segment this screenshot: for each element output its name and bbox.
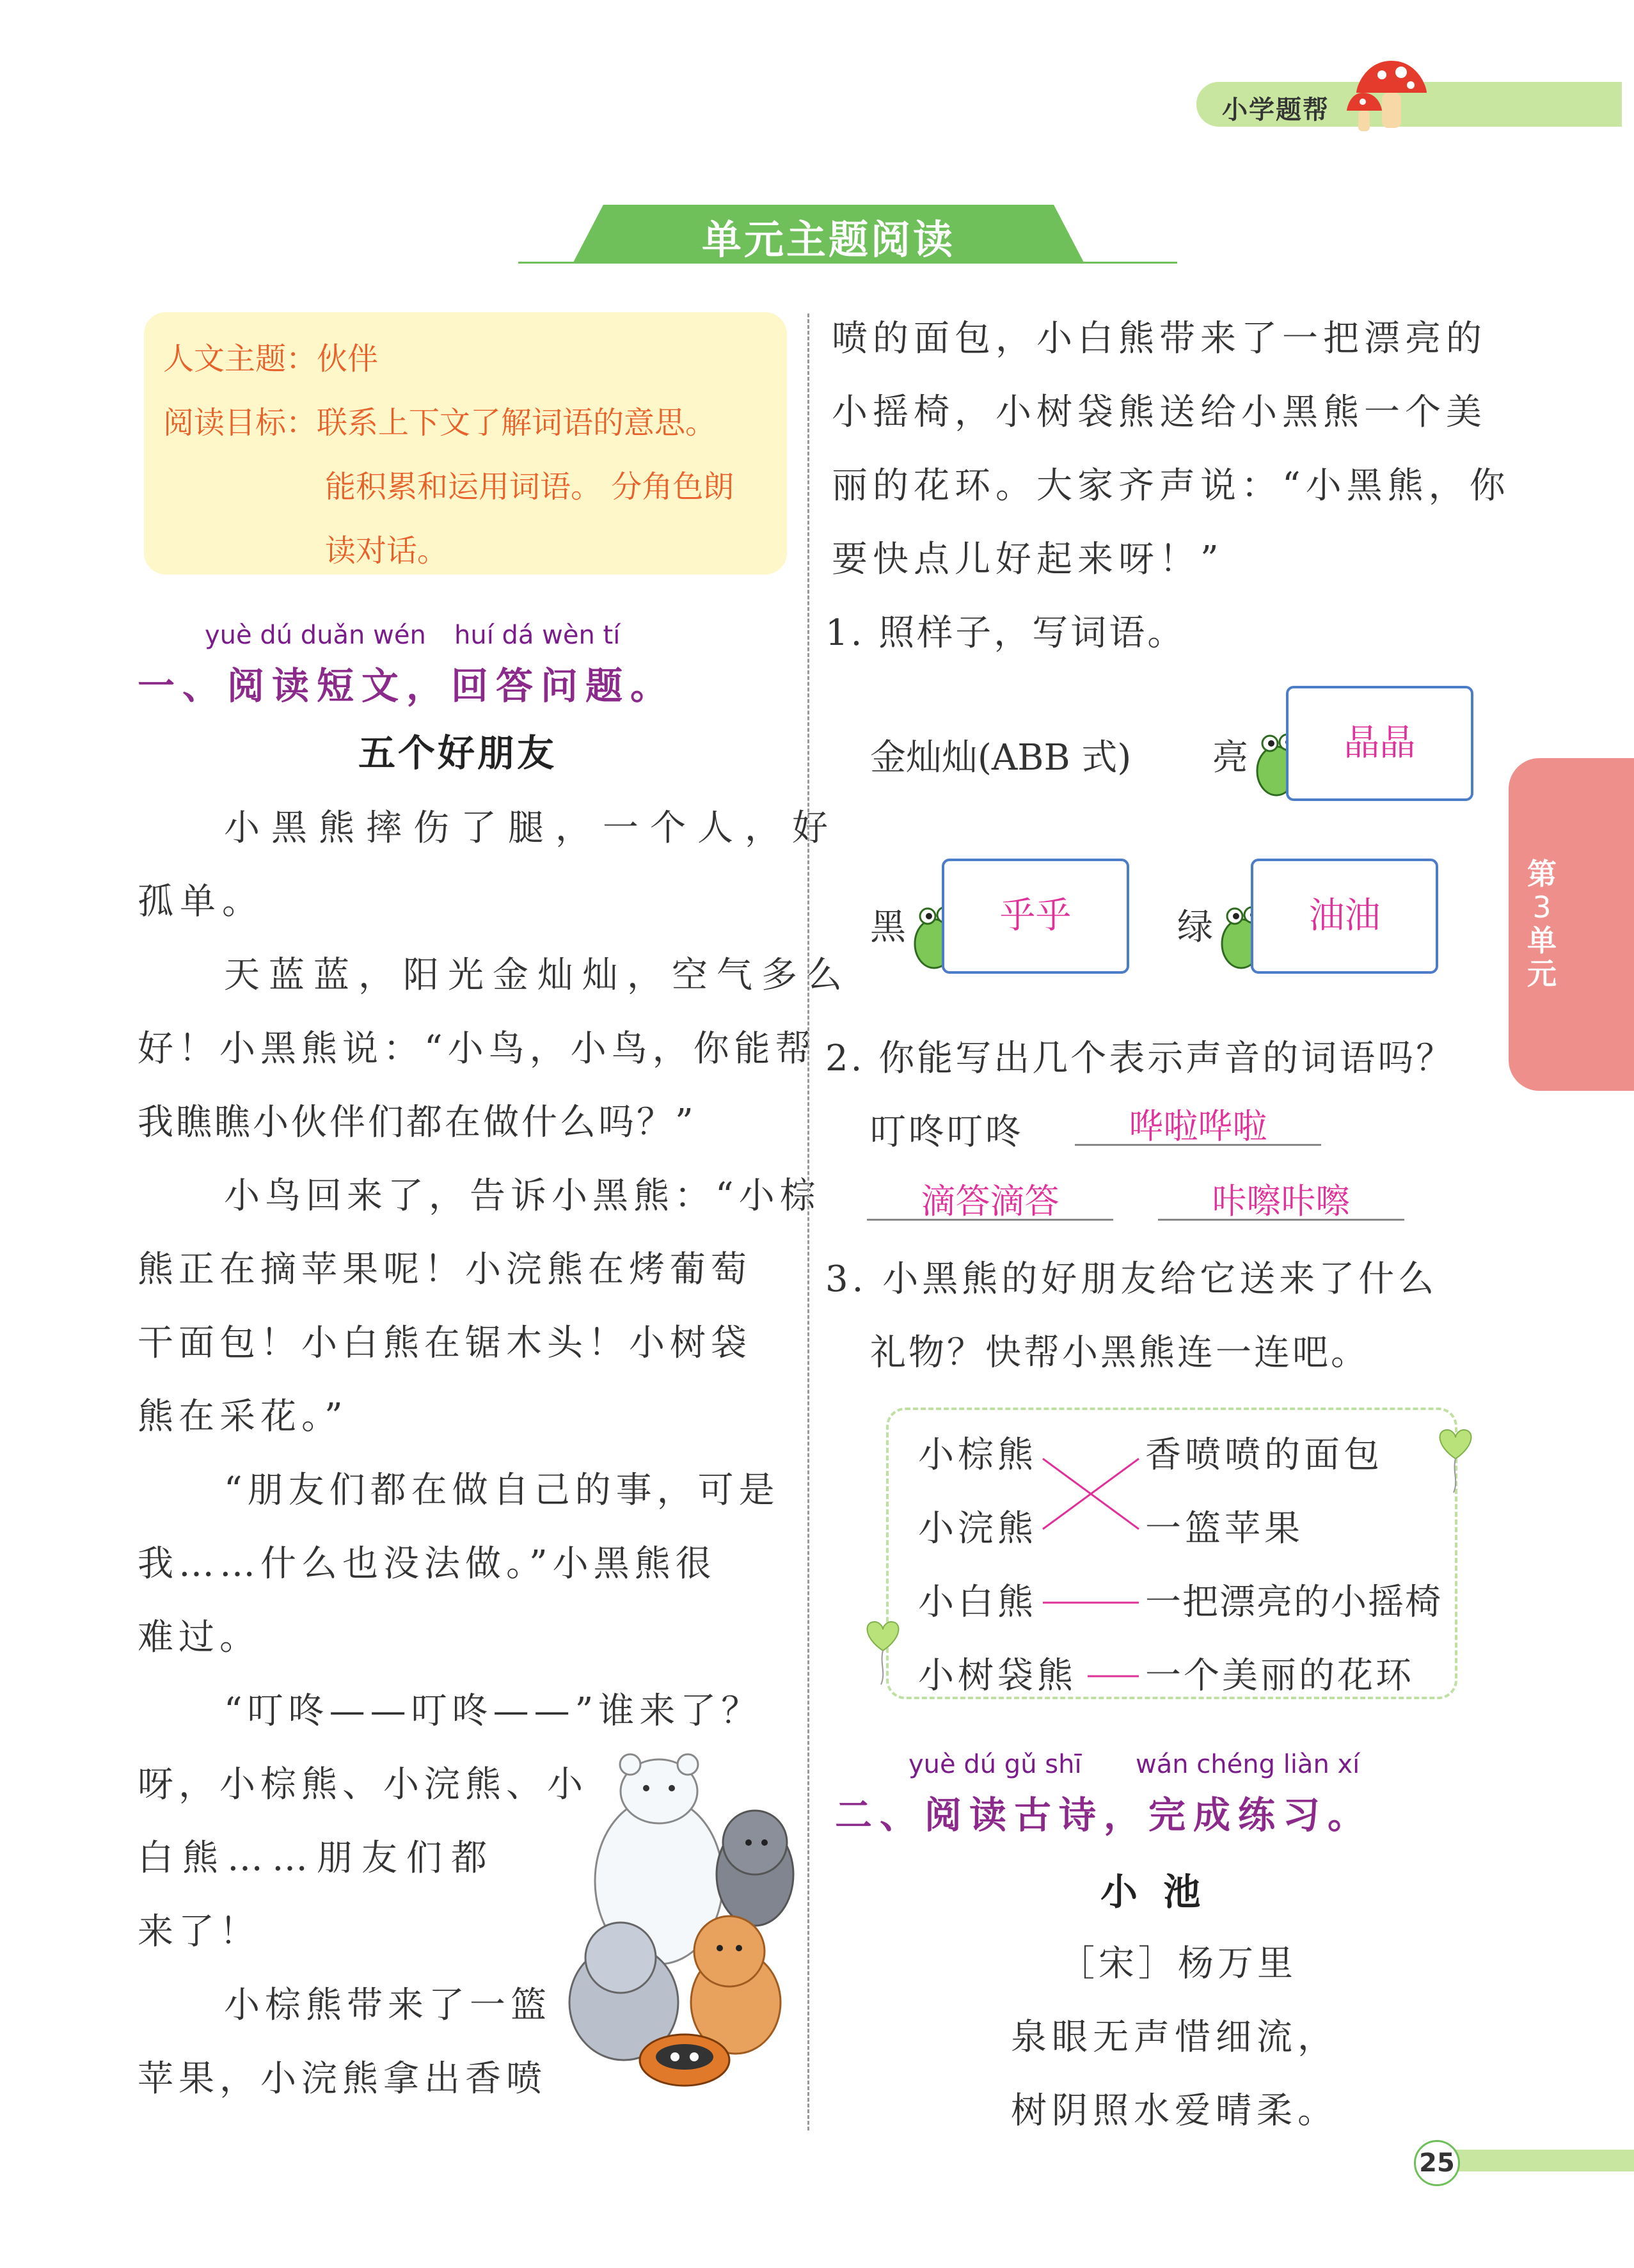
question-3-prompt: 3. 小黑熊的好朋友给它送来了什么 xyxy=(825,1258,1438,1300)
story-line: 呀，小棕熊、小浣熊、小 xyxy=(138,1764,588,1805)
story-line: 小黑熊摔伤了腿，一个人，好 xyxy=(224,807,839,849)
match-left-item[interactable]: 小树袋熊 xyxy=(918,1655,1077,1697)
story-line: 小棕熊带来了一篮 xyxy=(224,1985,551,2026)
page-number-bar xyxy=(1452,2150,1634,2171)
q2-example: 叮咚叮咚 xyxy=(870,1111,1024,1153)
answer-box[interactable] xyxy=(942,859,1129,974)
mushroom-icon xyxy=(1347,54,1462,144)
story-line: “叮咚——叮咚——”谁来了？ xyxy=(224,1690,763,1732)
story-line: 我瞧瞧小伙伴们都在做什么吗？” xyxy=(138,1102,696,1143)
goal-line-2: 能积累和运用词语。 分角色朗 xyxy=(325,469,734,505)
poem-line: 树阴照水爱晴柔。 xyxy=(1011,2090,1338,2132)
unit-tab-label xyxy=(1523,857,1561,990)
column-divider xyxy=(807,313,809,2130)
answer-line[interactable] xyxy=(1075,1099,1321,1146)
answer-text: 滴答滴答 xyxy=(921,1181,1059,1221)
q1-char: 亮 xyxy=(1212,737,1248,779)
goal-line-3: 读对话。 xyxy=(325,533,448,569)
section2-pinyin-b: wán chéng liàn xí xyxy=(1136,1750,1360,1779)
answer-box[interactable] xyxy=(1251,859,1438,974)
answer-box[interactable] xyxy=(1286,686,1473,801)
unit-tab-char: 单 xyxy=(1527,923,1557,958)
match-right-item[interactable]: 一个美丽的花环 xyxy=(1145,1655,1414,1697)
story-line: 干面包！小白熊在锯木头！小树袋 xyxy=(138,1322,752,1364)
story-line: 来了！ xyxy=(138,1911,260,1953)
section1-heading: 一、阅读短文，回答问题。 xyxy=(138,664,676,708)
match-left-item[interactable]: 小白熊 xyxy=(918,1582,1037,1623)
match-left-item[interactable]: 小棕熊 xyxy=(918,1434,1037,1476)
story-line: 我……什么也没法做。”小黑熊很 xyxy=(138,1543,717,1585)
story-line: 难过。 xyxy=(138,1617,260,1658)
unit-tab-char: 元 xyxy=(1527,956,1557,991)
answer-text: 油油 xyxy=(1308,895,1381,937)
story-line: 苹果，小浣熊拿出香喷 xyxy=(138,2058,547,2100)
answer-text: 咔嚓咔嚓 xyxy=(1212,1181,1351,1221)
poem-line: 泉眼无声惜细流， xyxy=(1011,2017,1338,2058)
q1-example: 金灿灿(ABB 式) xyxy=(870,737,1132,779)
section1-pinyin-b: huí dá wèn tí xyxy=(454,621,621,650)
matching-lines xyxy=(1036,1439,1145,1695)
bears-illustration xyxy=(563,1747,800,2092)
story-line: 孤单。 xyxy=(138,881,264,923)
answer-text: 乎乎 xyxy=(999,895,1072,937)
story-title: 五个好朋友 xyxy=(358,731,557,775)
story-line: 小摇椅，小树袋熊送给小黑熊一个美 xyxy=(832,392,1487,433)
answer-text: 晶晶 xyxy=(1344,722,1416,764)
question-2-prompt: 2. 你能写出几个表示声音的词语吗？ xyxy=(825,1038,1455,1079)
story-line: 熊在采花。” xyxy=(138,1396,348,1438)
theme-label: 人文主题：伙伴 xyxy=(163,341,379,377)
q1-char: 绿 xyxy=(1177,907,1213,948)
unit-tab-char: 3 xyxy=(1532,890,1551,924)
heart-balloon-icon xyxy=(861,1615,905,1686)
story-line: 熊正在摘苹果呢！小浣熊在烤葡萄 xyxy=(138,1249,752,1290)
brand-label: 小学题帮 xyxy=(1222,95,1329,125)
poem-author: ［宋］杨万里 xyxy=(1059,1943,1297,1985)
section2-heading: 二、阅读古诗，完成练习。 xyxy=(835,1793,1373,1837)
story-line: 好！小黑熊说：“小鸟，小鸟，你能帮 xyxy=(138,1028,816,1070)
story-line: 小鸟回来了，告诉小黑熊：“小棕 xyxy=(224,1175,821,1217)
q1-char: 黑 xyxy=(870,907,906,948)
page-number: 25 xyxy=(1414,2140,1460,2186)
section1-pinyin-a: yuè dú duǎn wén xyxy=(205,621,426,650)
story-line: 天蓝蓝，阳光金灿灿，空气多么 xyxy=(224,955,851,996)
match-right-item[interactable]: 一把漂亮的小摇椅 xyxy=(1145,1582,1442,1623)
unit-tab-char: 第 xyxy=(1527,857,1557,891)
story-line: 喷的面包，小白熊带来了一把漂亮的 xyxy=(832,318,1487,360)
story-line: “朋友们都在做自己的事，可是 xyxy=(224,1470,780,1511)
answer-line[interactable] xyxy=(867,1174,1113,1221)
story-line: 白熊……朋友们都 xyxy=(138,1837,496,1879)
story-line: 要快点儿好起来呀！” xyxy=(832,539,1224,580)
section2-pinyin-a: yuè dú gǔ shī xyxy=(908,1750,1082,1779)
match-right-item[interactable]: 香喷喷的面包 xyxy=(1145,1434,1383,1476)
match-right-item[interactable]: 一篮苹果 xyxy=(1145,1508,1304,1550)
answer-line[interactable] xyxy=(1158,1174,1404,1221)
question-3-prompt-2: 礼物？快帮小黑熊连一连吧。 xyxy=(870,1332,1369,1374)
match-left-item[interactable]: 小浣熊 xyxy=(918,1508,1037,1550)
goal-label: 阅读目标：联系上下文了解词语的意思。 xyxy=(163,405,717,441)
page-title: 单元主题阅读 xyxy=(701,216,955,263)
poem-title: 小 池 xyxy=(1100,1870,1201,1914)
story-line: 丽的花环。大家齐声说：“小黑熊，你 xyxy=(832,465,1511,507)
heart-balloon-icon xyxy=(1433,1423,1478,1494)
question-1-prompt: 1. 照样子，写词语。 xyxy=(825,612,1186,654)
answer-text: 哗啦哗啦 xyxy=(1129,1106,1267,1146)
